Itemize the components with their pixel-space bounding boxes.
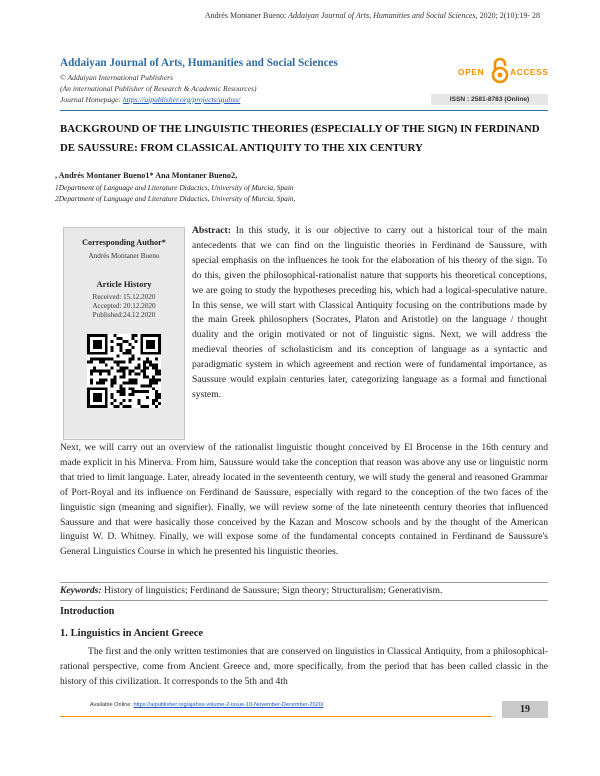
footer-label: Available Online: bbox=[90, 702, 134, 708]
qr-code-icon[interactable] bbox=[87, 334, 161, 408]
corresponding-name: Andrés Montaner Bueno bbox=[88, 252, 160, 260]
abstract-text: In this study, it is our objective to carry out a historical tour of the main antecedents that we can find on the linguistic theories in Ferdinand de Saussure, with special emphasis on the influences he took for the elaboration of his theory of the sign. To do this, given the philosophical-rationalist nature that supports his theoretical conceptions, we are going to study the hypotheses preceding his, which had a logical-speculative nature. In this sense, we will start with Classical Antiquity focusing on the contributions made by the main Greek philosophers (Socrates, Platon and Aristotle) on the language / thought duality and the origin motivated or not of linguistic signs. Next, we will address the medieval theories of scholasticism and its conception of language as a syntactic and paradigmatic system in which agreement and rection were of fundamental importance, as Saussure would explain centuries later, categorizing language as a formal and functional system. bbox=[192, 225, 547, 400]
oa-access-text: ACCESS bbox=[510, 67, 549, 77]
oa-open-text: OPEN bbox=[458, 67, 485, 77]
article-title: BACKGROUND OF THE LINGUISTIC THEORIES (ESPECIALLY OF THE SIGN) IN FERDINAND DE SAUSSURE: FROM CLASSICAL ANTIQUITY TO THE XIX CENTURY bbox=[60, 123, 540, 154]
history-heading: Article History bbox=[96, 279, 152, 289]
abstract-continuation: Next, we will carry out an overview of the rationalist linguistic thought conceived by El Brocense in the 16th century and made explicit in his Minerva. From him, Saussure would take the conception that reason was above any use or linguistic norm that tried to limit language. Later, already located in the seventeenth century, we will study the general and reasoned Grammar of Port-Royal and its influence on Ferdinand de Saussure, especially with regard to the conception of the two faces of the linguistic sign (meaning and signifier). Finally, we will review some of the late nineteenth century theories that influenced Saussure and that were basically those conceived by the Kazan and Moscow schools and by the thought of the American linguist W. D. Whitney. Finally, we will expose some of the fundamental concepts contained in Ferdinand de Saussure's General Linguistics Course in which he presented his linguistic theories. bbox=[60, 442, 548, 558]
introduction-heading: Introduction bbox=[60, 606, 115, 617]
homepage-line bbox=[60, 95, 240, 104]
section-1-text: The first and the only written testimonies that are conserved on linguistics in Classical Antiquity, from a philosophical-rational perspective, come from Ancient Greece and, more specifically, from the period that has been called classic in the history of this civilization. It corresponds to the 5th and 4th bbox=[60, 646, 548, 687]
published-date: Published:24.12.2020 bbox=[92, 311, 156, 319]
footer-availability bbox=[90, 702, 323, 708]
publisher-subline: (An international Publisher of Research & Academic Resources) bbox=[60, 84, 257, 93]
issn-badge: ISSN : 2581-8783 (Online) bbox=[431, 94, 548, 105]
article-info-box bbox=[63, 227, 185, 440]
keywords bbox=[60, 585, 548, 596]
open-lock-icon bbox=[491, 58, 509, 84]
abstract bbox=[192, 224, 547, 403]
keywords-text: History of linguistics; Ferdinand de Saussure; Sign theory; Structuralism; Generativism. bbox=[101, 585, 443, 596]
homepage-label: Journal Homepage: bbox=[60, 95, 123, 104]
running-head-details: , 2020; 2(10):19- 28 bbox=[475, 11, 540, 20]
page-number: 19 bbox=[502, 701, 548, 718]
running-head bbox=[60, 11, 540, 20]
running-head-journal: Addaiyan Journal of Arts, Humanities and Social Sciences bbox=[288, 11, 476, 20]
journal-name: Addaiyan Journal of Arts, Humanities and Social Sciences bbox=[60, 57, 338, 69]
footer-divider bbox=[60, 716, 492, 717]
running-head-author: Andrés Montaner Bueno: bbox=[204, 11, 289, 20]
open-access-logo bbox=[458, 58, 548, 86]
footer-url-link[interactable]: https://aipublisher.org/ajahss-volume-2-issue-10-November-December-2020/ bbox=[133, 702, 324, 708]
received-date: Received: 15.12.2020 bbox=[92, 293, 156, 301]
section-1-heading: 1. Linguistics in Ancient Greece bbox=[60, 628, 204, 639]
abstract-label: Abstract: bbox=[192, 225, 231, 236]
keywords-top-rule bbox=[60, 582, 548, 583]
corresponding-heading: Corresponding Author* bbox=[82, 238, 166, 247]
keywords-label: Keywords: bbox=[60, 585, 102, 596]
publisher-line: © Addaiyan International Publishers bbox=[60, 73, 173, 82]
keywords-bottom-rule bbox=[60, 600, 548, 601]
affiliation-2: 2Department of Language and Literature Didactics, University of Murcia, Spain, bbox=[55, 194, 296, 203]
accepted-date: Accepted: 20.12.2020 bbox=[92, 302, 156, 310]
header-divider bbox=[60, 110, 548, 111]
affiliation-1: 1Department of Language and Literature Didactics, University of Murcia, Spain bbox=[55, 183, 294, 192]
author-line: , Andrés Montaner Bueno1* Ana Montaner Bueno2, bbox=[55, 171, 238, 180]
homepage-link[interactable]: https://aipublisher.org/projects/ajahss/ bbox=[122, 95, 241, 104]
